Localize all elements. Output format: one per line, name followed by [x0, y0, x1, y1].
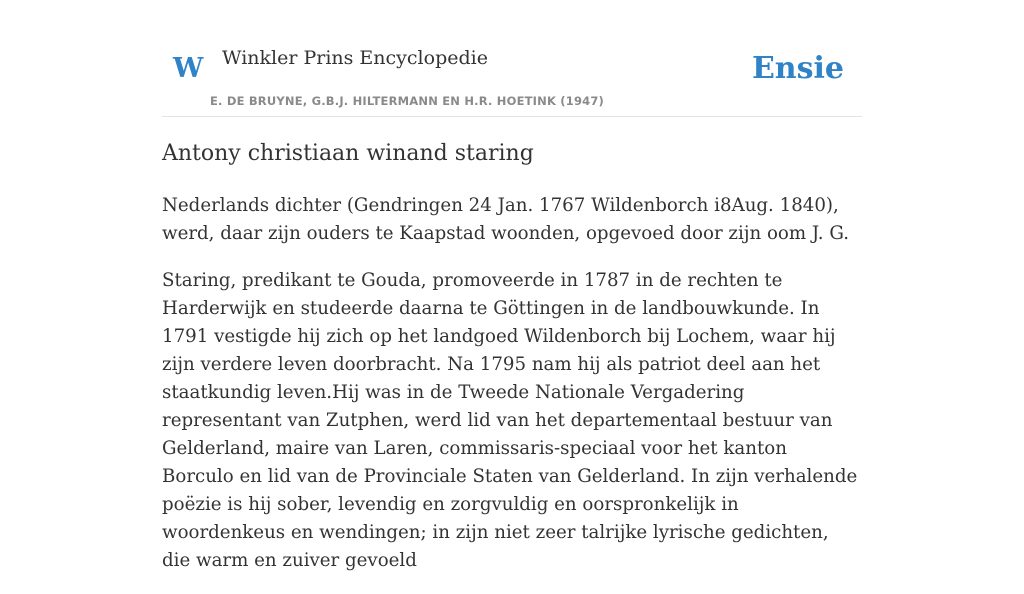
- article-page: [162, 0, 862, 571]
- ensie-brand-link[interactable]: Ensie: [751, 51, 844, 86]
- article-paragraph: Nederlands dichter (Gendringen 24 Jan. 1767 Wildenborch i8Aug. 1840), werd, daar zijn ouders te Kaapstad woonden, opgevoed door zijn oom J. G.: [162, 195, 849, 244]
- source-header: [162, 0, 862, 117]
- winkler-prins-logo-icon: W: [173, 53, 204, 84]
- source-authors: E. DE BRUYNE, G.B.J. HILTERMANN EN H.R. HOETINK (1947): [210, 94, 605, 108]
- article-body: [162, 192, 862, 594]
- source-title[interactable]: Winkler Prins Encyclopedie: [222, 47, 488, 69]
- article-title: Antony christiaan winand staring: [162, 141, 534, 166]
- article-paragraph: Staring, predikant te Gouda, promoveerde in 1787 in de rechten te Harderwijk en studeerde daarna te Göttingen in de landbouwkunde. In 1791 vestigde hij zich op het landgoed Wildenborch bij Lochem, waar hij zijn verdere leven doorbracht. Na 1795 nam hij als patriot deel aan het staatkundig leven.Hij was in de Tweede Nationale Vergadering representant van Zutphen, werd lid van het departementaal bestuur van Gelderland, maire van Laren, commissaris-speciaal voor het kanton Borculo en lid van de Provinciale Staten van Gelderland. In zijn verhalende poëzie is hij sober, levendig en zorgvuldig en oorspronkelijk in woordenkeus en wendingen; in zijn niet zeer talrijke lyrische gedichten, die warm en zuiver gevoeld: [162, 270, 858, 571]
